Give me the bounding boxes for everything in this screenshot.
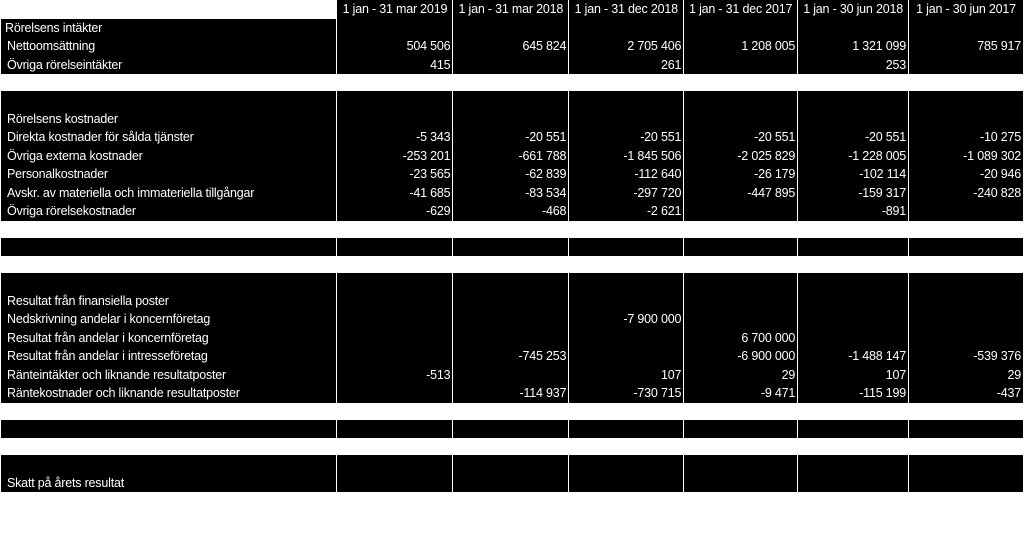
table-row (1, 202, 1024, 221)
cell (337, 19, 453, 38)
cell: -41 685 (337, 184, 453, 203)
cell (909, 202, 1024, 221)
cell: 1 208 005 (684, 37, 798, 56)
cell: -629 (337, 202, 453, 221)
cell (684, 19, 798, 38)
cell: -1 488 147 (798, 347, 909, 366)
cell: -745 253 (453, 347, 569, 366)
cell: -1 089 302 (909, 147, 1024, 166)
column-header: 1 jan - 31 dec 2017 (684, 0, 798, 19)
cell: -20 551 (684, 128, 798, 147)
cell (337, 347, 453, 366)
cell (909, 19, 1024, 38)
cell: -661 788 (453, 147, 569, 166)
table-row (1, 184, 1024, 203)
cell: -253 201 (337, 147, 453, 166)
header-row (1, 0, 1024, 19)
cell (909, 56, 1024, 75)
row-label: Nettoomsättning (1, 37, 337, 56)
spacer-row (1, 74, 1024, 91)
cell (684, 310, 798, 329)
cell (569, 19, 684, 38)
row-label: Nedskrivning andelar i koncernföretag (1, 310, 337, 329)
cell (684, 56, 798, 75)
row-label: Räntekostnader och liknande resultatposter (1, 384, 337, 403)
row-label: Övriga externa kostnader (1, 147, 337, 166)
cell (453, 56, 569, 75)
table-row (1, 165, 1024, 184)
cell: -1 228 005 (798, 147, 909, 166)
cell (798, 310, 909, 329)
cell: -20 551 (569, 128, 684, 147)
table-row (1, 56, 1024, 75)
cell (798, 329, 909, 348)
cell: 415 (337, 56, 453, 75)
cell: 645 824 (453, 37, 569, 56)
cell: -240 828 (909, 184, 1024, 203)
cell (569, 347, 684, 366)
header-blank-cell (1, 0, 337, 19)
cell (337, 329, 453, 348)
section-row (1, 19, 1024, 38)
cell (569, 329, 684, 348)
row-label (1, 420, 337, 439)
cell (337, 310, 453, 329)
cell: 107 (569, 366, 684, 385)
cell: -1 845 506 (569, 147, 684, 166)
cell: -112 640 (569, 165, 684, 184)
section-row (1, 292, 1024, 311)
cell: -10 275 (909, 128, 1024, 147)
cell: -62 839 (453, 165, 569, 184)
cell: -5 343 (337, 128, 453, 147)
column-header: 1 jan - 30 jun 2017 (909, 0, 1024, 19)
section-row (1, 474, 1024, 493)
table-row (1, 310, 1024, 329)
row-label (1, 91, 337, 110)
row-label (1, 273, 337, 292)
spacer-row (1, 221, 1024, 238)
cell: 504 506 (337, 37, 453, 56)
column-header: 1 jan - 31 mar 2018 (453, 0, 569, 19)
cell: -539 376 (909, 347, 1024, 366)
cell (798, 19, 909, 38)
cell: -20 551 (798, 128, 909, 147)
cell: -9 471 (684, 384, 798, 403)
spacer-row (1, 438, 1024, 455)
cell: -2 621 (569, 202, 684, 221)
column-header: 1 jan - 30 jun 2018 (798, 0, 909, 19)
cell: -159 317 (798, 184, 909, 203)
cell (909, 310, 1024, 329)
cell: 785 917 (909, 37, 1024, 56)
cell: -447 895 (684, 184, 798, 203)
cell (337, 384, 453, 403)
cell: -437 (909, 384, 1024, 403)
cell: -297 720 (569, 184, 684, 203)
column-header: 1 jan - 31 dec 2018 (569, 0, 684, 19)
cell: -468 (453, 202, 569, 221)
row-label: Avskr. av materiella och immateriella tillgångar (1, 184, 337, 203)
cell: -115 199 (798, 384, 909, 403)
blank-row (1, 91, 1024, 110)
section-row (1, 110, 1024, 129)
cell: 2 705 406 (569, 37, 684, 56)
table-row (1, 329, 1024, 348)
row-label: Resultat från andelar i koncernföretag (1, 329, 337, 348)
spacer-row (1, 403, 1024, 420)
cell: -891 (798, 202, 909, 221)
cell (909, 329, 1024, 348)
row-label (1, 455, 337, 474)
row-label: Resultat från andelar i intresseföretag (1, 347, 337, 366)
cell: -513 (337, 366, 453, 385)
cell: 29 (909, 366, 1024, 385)
spacer-row (1, 256, 1024, 273)
cell: -83 534 (453, 184, 569, 203)
row-label: Resultat från finansiella poster (1, 292, 337, 311)
row-label: Personalkostnader (1, 165, 337, 184)
cell: -2 025 829 (684, 147, 798, 166)
cell (453, 310, 569, 329)
row-label: Övriga rörelsekostnader (1, 202, 337, 221)
blank-row (1, 455, 1024, 474)
cell: -114 937 (453, 384, 569, 403)
cell (684, 202, 798, 221)
cell: 261 (569, 56, 684, 75)
cell (453, 329, 569, 348)
cell: 29 (684, 366, 798, 385)
cell: -7 900 000 (569, 310, 684, 329)
blank-row (1, 238, 1024, 257)
row-label (1, 238, 337, 257)
cell: 253 (798, 56, 909, 75)
table-row (1, 384, 1024, 403)
table-row (1, 147, 1024, 166)
row-label: Ränteintäkter och liknande resultatposter (1, 366, 337, 385)
cell: -26 179 (684, 165, 798, 184)
blank-row (1, 420, 1024, 439)
row-label: Rörelsens kostnader (1, 110, 337, 129)
column-header: 1 jan - 31 mar 2019 (337, 0, 453, 19)
cell: -23 565 (337, 165, 453, 184)
cell: -20 551 (453, 128, 569, 147)
cell (453, 366, 569, 385)
table-row (1, 347, 1024, 366)
row-label: Övriga rörelseintäkter (1, 56, 337, 75)
blank-row (1, 273, 1024, 292)
table-row (1, 128, 1024, 147)
cell (453, 19, 569, 38)
row-label: Skatt på årets resultat (1, 474, 337, 493)
cell: -102 114 (798, 165, 909, 184)
cell: 1 321 099 (798, 37, 909, 56)
cell: -20 946 (909, 165, 1024, 184)
table-row (1, 366, 1024, 385)
cell: -6 900 000 (684, 347, 798, 366)
cell: 107 (798, 366, 909, 385)
cell: 6 700 000 (684, 329, 798, 348)
cell: -730 715 (569, 384, 684, 403)
table-row (1, 37, 1024, 56)
row-label: Direkta kostnader för sålda tjänster (1, 128, 337, 147)
row-label: Rörelsens intäkter (1, 19, 337, 38)
